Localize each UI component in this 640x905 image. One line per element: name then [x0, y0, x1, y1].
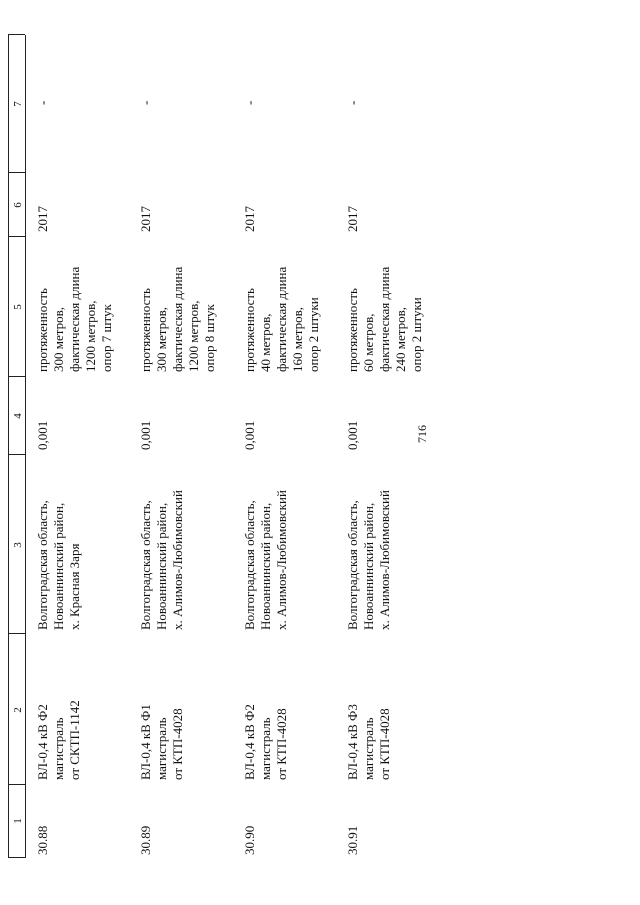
line-name: ВЛ-0,4 кВ Ф3 магистраль от КТП-4028	[345, 704, 392, 780]
column-number-4: 4	[12, 413, 24, 419]
header-divider	[8, 857, 25, 858]
column-7-value: -	[138, 100, 153, 105]
year: 2017	[138, 206, 153, 232]
year: 2017	[242, 206, 257, 232]
line-name: ВЛ-0,4 кВ Ф2 магистраль от СКТП-1142	[35, 700, 82, 780]
year: 2017	[345, 206, 360, 232]
address: Волгоградская область, Новоаннинский район, х. Алимов-Любимовский	[138, 490, 185, 630]
column-number-5: 5	[12, 304, 24, 310]
row-number: 30.88	[35, 825, 50, 855]
power-value: 0,001	[242, 420, 257, 450]
header-divider	[8, 172, 25, 173]
description: протяженность 60 метров, фактическая длина 240 метров, опор 2 штуки	[345, 266, 424, 372]
column-number-1: 1	[12, 818, 24, 824]
power-value: 0,001	[345, 420, 360, 450]
line-name: ВЛ-0,4 кВ Ф1 магистраль от КТП-4028	[138, 704, 185, 780]
column-number-3: 3	[12, 542, 24, 548]
column-7-value: -	[345, 100, 360, 105]
address: Волгоградская область, Новоаннинский район, х. Красная Заря	[35, 500, 82, 630]
power-value: 0,001	[35, 420, 50, 450]
header-divider	[8, 34, 25, 35]
row-number: 30.89	[138, 825, 153, 855]
column-7-value: -	[35, 100, 50, 105]
description: протяженность 40 метров, фактическая длина 160 метров, опор 2 штуки	[242, 266, 321, 372]
header-divider	[8, 236, 25, 237]
header-divider	[8, 454, 25, 455]
header-divider	[8, 784, 25, 785]
row-number: 30.90	[242, 825, 257, 855]
year: 2017	[35, 206, 50, 232]
power-value: 0,001	[138, 420, 153, 450]
header-top-line	[8, 35, 9, 858]
address: Волгоградская область, Новоаннинский район, х. Алимов-Любимовский	[345, 490, 392, 630]
description: протяженность 300 метров, фактическая длина 1200 метров, опор 7 штук	[35, 266, 114, 372]
page-number: 716	[415, 425, 429, 443]
column-7-value: -	[242, 100, 257, 105]
column-number-2: 2	[12, 707, 24, 713]
line-name: ВЛ-0,4 кВ Ф2 магистраль от КТП-4028	[242, 704, 289, 780]
header-bottom-line	[25, 35, 26, 858]
description: протяженность 300 метров, фактическая длина 1200 метров, опор 8 штук	[138, 266, 217, 372]
header-divider	[8, 633, 25, 634]
address: Волгоградская область, Новоаннинский район, х. Алимов-Любимовский	[242, 490, 289, 630]
column-number-7: 7	[12, 101, 24, 107]
row-number: 30.91	[345, 825, 360, 855]
column-number-6: 6	[12, 202, 24, 208]
header-divider	[8, 376, 25, 377]
